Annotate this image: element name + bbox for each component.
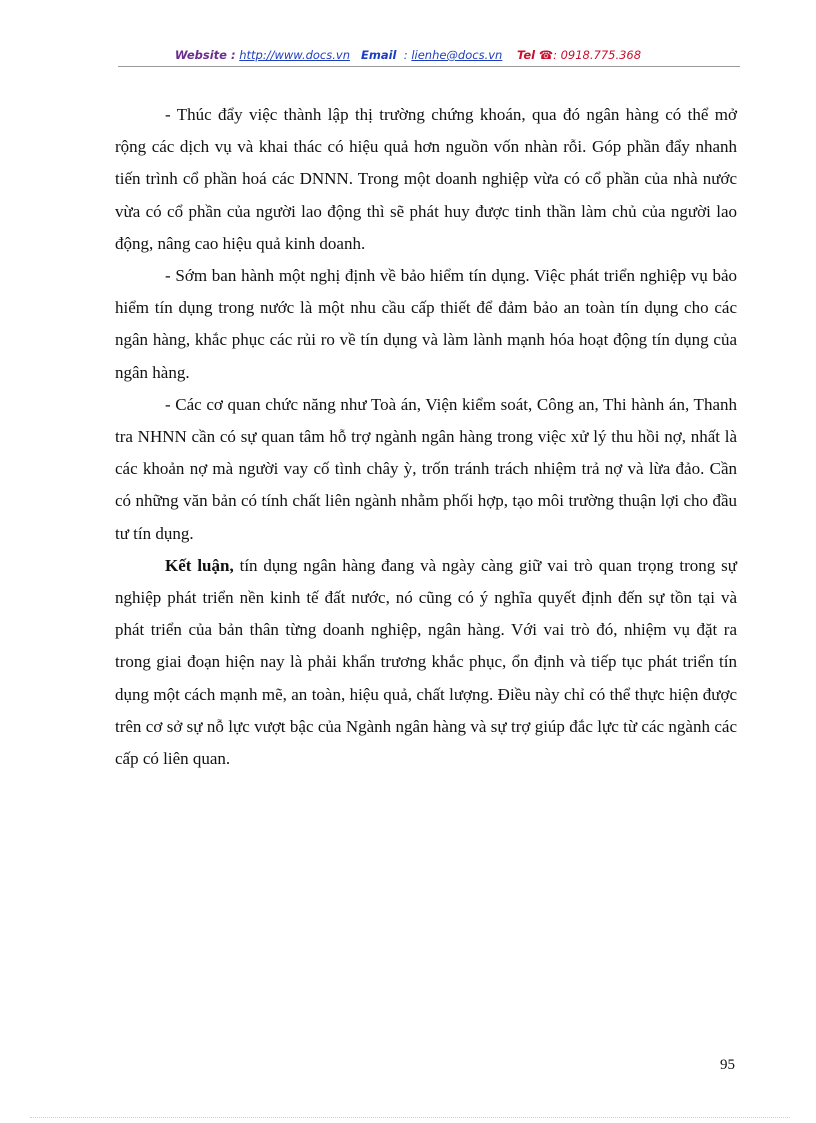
email-separator: : — [403, 48, 408, 62]
website-label: Website : — [174, 48, 236, 62]
page-header — [0, 48, 816, 62]
tel-label: Tel — [516, 48, 536, 62]
phone-number: : 0918.775.368 — [553, 48, 642, 62]
header-divider — [118, 66, 740, 67]
paragraph-stock-market: - Thúc đẩy việc thành lập thị trường chứng khoán, qua đó ngân hàng có thể mở rộng các dịch vụ và khai thác có hiệu quả hơn nguồn vốn nhàn rỗi. Góp phần đẩy nhanh tiến trình cổ phần hoá các DNNN. Trong một doanh nghiệp vừa có cổ phần của nhà nước vừa có cổ phần của người lao động thì sẽ phát huy được tinh thần làm chủ của người lao động, nâng cao hiệu quả kinh doanh. — [115, 105, 737, 253]
paragraph-conclusion — [115, 550, 737, 775]
website-link[interactable]: http://www.docs.vn — [239, 48, 351, 62]
document-body — [115, 99, 737, 775]
paragraph-credit-insurance: - Sớm ban hành một nghị định về bảo hiểm tín dụng. Việc phát triển nghiệp vụ bảo hiểm tín dụng trong nước là một nhu cầu cấp thiết để đảm bảo an toàn tín dụng cho các ngân hàng, khắc phục các rủi ro về tín dụng và làm lành mạnh hóa hoạt động tín dụng của ngân hàng. — [115, 266, 737, 382]
conclusion-lead: Kết luận, — [165, 555, 234, 575]
footer-divider — [30, 1117, 790, 1118]
email-link[interactable]: lienhe@docs.vn — [411, 48, 503, 62]
conclusion-text: tín dụng ngân hàng đang và ngày càng giữ vai trò quan trọng trong sự nghiệp phát triển nền kinh tế đất nước, nó cũng có ý nghĩa quyết định đến sự tồn tại và phát triển của bản thân từng doanh nghiệp, ngân hàng. Với vai trò đó, nhiệm vụ đặt ra trong giai đoạn hiện nay là phải khẩn trương khắc phục, ổn định và tiếp tục phát triển tín dụng một cách mạnh mẽ, an toàn, hiệu quả, chất lượng. Điều này chỉ có thể thực hiện được trên cơ sở sự nỗ lực vượt bậc của Ngành ngân hàng và sự trợ giúp đắc lực từ các ngành các cấp có liên quan. — [115, 555, 738, 769]
email-label: Email — [360, 48, 397, 62]
paragraph-authorities: - Các cơ quan chức năng như Toà án, Viện kiểm soát, Công an, Thi hành án, Thanh tra NHNN cần có sự quan tâm hỗ trợ ngành ngân hàng trong việc xử lý thu hồi nợ, nhất là các khoản nợ mà người vay cố tình chây ỳ, trốn tránh trách nhiệm trả nợ và lừa đảo. Cần có những văn bản có tính chất liên ngành nhằm phối hợp, tạo môi trường thuận lợi cho đầu tư tín dụng. — [115, 394, 737, 543]
page-number: 95 — [720, 1057, 735, 1073]
phone-icon: ☎ — [538, 48, 554, 62]
